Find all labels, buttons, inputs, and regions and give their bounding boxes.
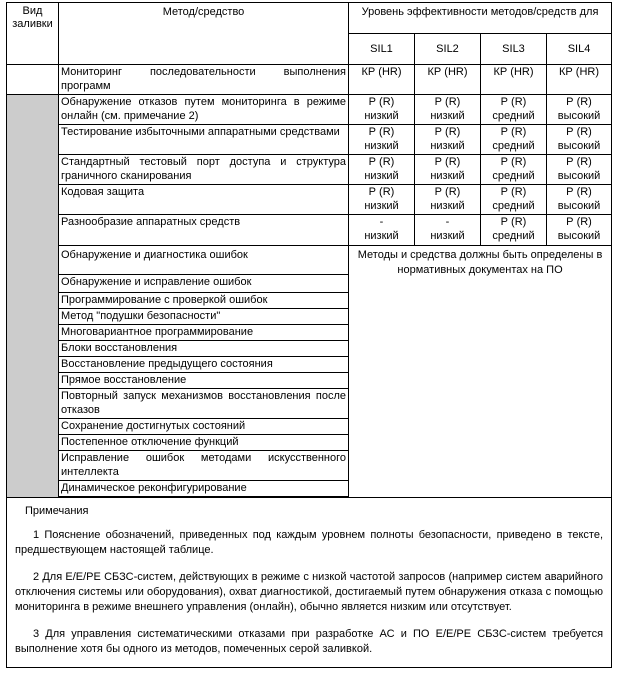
methods-table	[6, 2, 612, 668]
sil-cell: Р (R) средний	[481, 95, 547, 125]
notes-cell	[7, 498, 612, 668]
method-cell: Тестирование избыточными аппаратными средствами	[59, 125, 349, 155]
sil-cell: Р (R) низкий	[349, 185, 415, 215]
sil-cell: Р (R) средний	[481, 125, 547, 155]
header-method: Метод/средство	[59, 3, 349, 65]
table-row	[7, 125, 612, 155]
method-cell: Прямое восстановление	[59, 373, 349, 389]
sil-cell: Р (R) низкий	[349, 155, 415, 185]
method-cell: Стандартный тестовый порт доступа и структура граничного сканирования	[59, 155, 349, 185]
table-row	[7, 155, 612, 185]
method-cell: Блоки восстановления	[59, 341, 349, 357]
sil-cell: Р (R) средний	[481, 215, 547, 246]
sil-cell: Р (R) низкий	[349, 125, 415, 155]
table-row	[7, 185, 612, 215]
method-cell: Программирование с проверкой ошибок	[59, 293, 349, 309]
sil-cell: Р (R) низкий	[349, 95, 415, 125]
sil-cell: КР (HR)	[481, 65, 547, 95]
sil-cell: - низкий	[415, 215, 481, 246]
header-sil2: SIL2	[415, 34, 481, 65]
method-cell: Сохранение достигнутых состояний	[59, 419, 349, 435]
sil-cell: Р (R) низкий	[415, 185, 481, 215]
sil-cell: Р (R) средний	[481, 155, 547, 185]
method-cell: Кодовая защита	[59, 185, 349, 215]
method-cell: Метод "подушки безопасности"	[59, 309, 349, 325]
sil-cell: КР (HR)	[547, 65, 612, 95]
method-cell: Обнаружение отказов путем мониторинга в режиме онлайн (см. примечание 2)	[59, 95, 349, 125]
method-cell: Разнообразие аппаратных средств	[59, 215, 349, 246]
sil-cell: - низкий	[349, 215, 415, 246]
method-cell: Обнаружение и исправление ошибок	[59, 275, 349, 293]
table-row	[7, 95, 612, 125]
sil-cell: Р (R) низкий	[415, 155, 481, 185]
header-fill-type: Вид заливки	[7, 3, 59, 65]
list-item	[7, 246, 612, 275]
sil-cell: Р (R) высокий	[547, 185, 612, 215]
sil-cell: Р (R) высокий	[547, 125, 612, 155]
method-cell: Многовариантное программирование	[59, 325, 349, 341]
method-cell: Повторный запуск механизмов восстановления после отказов	[59, 389, 349, 419]
notes-title: Примечания	[25, 505, 89, 517]
note-3: 3 Для управления систематическими отказами при разработке АС и ПО Е/Е/РЕ СБЗС-систем требуется выполнение хотя бы одного из методов, помеченных серой заливкой.	[15, 628, 604, 655]
requirements-table-page	[6, 2, 611, 691]
sil-cell: КР (HR)	[415, 65, 481, 95]
header-effectiveness-level: Уровень эффективности методов/средств для	[349, 3, 612, 34]
note-1: 1 Пояснение обозначений, приведенных под каждым уровнем полноты безопасности, приведено в тексте, предшествующем настоящей таблице.	[15, 529, 604, 556]
method-cell: Обнаружение и диагностика ошибок	[59, 246, 349, 275]
fill-cell	[7, 65, 59, 95]
header-sil3: SIL3	[481, 34, 547, 65]
sil-cell: Р (R) высокий	[547, 215, 612, 246]
sil-cell: Р (R) низкий	[415, 95, 481, 125]
method-cell: Динамическое реконфигурирование	[59, 481, 349, 497]
header-row	[7, 3, 612, 34]
sil-cell: Р (R) средний	[481, 185, 547, 215]
header-sil4: SIL4	[547, 34, 612, 65]
sil-cell: КР (HR)	[349, 65, 415, 95]
method-cell: Постепенное отключение функций	[59, 435, 349, 451]
method-cell: Исправление ошибок методами искусственного интеллекта	[59, 451, 349, 481]
method-cell: Восстановление предыдущего состояния	[59, 357, 349, 373]
gray-fill-cell	[7, 95, 59, 498]
merged-note-cell: Методы и средства должны быть определены в нормативных документах на ПО	[349, 246, 612, 498]
table-row	[7, 215, 612, 246]
sil-cell: Р (R) высокий	[547, 155, 612, 185]
method-cell: Мониторинг последовательности выполнения программ	[59, 65, 349, 95]
sil-cell: Р (R) низкий	[415, 125, 481, 155]
sil-cell: Р (R) высокий	[547, 95, 612, 125]
note-2: 2 Для Е/Е/РЕ СБЗС-систем, действующих в режиме с низкой частотой запросов (например систем аварийного отключения системы или оборудования), охват диагностикой, достигаемый путем обнаружения отказа с помощью мониторинга в режиме внешнего управления (онлайн), обычно является низким или отсутствует.	[15, 571, 604, 613]
header-sil1: SIL1	[349, 34, 415, 65]
notes-row	[7, 498, 612, 668]
table-row	[7, 65, 612, 95]
